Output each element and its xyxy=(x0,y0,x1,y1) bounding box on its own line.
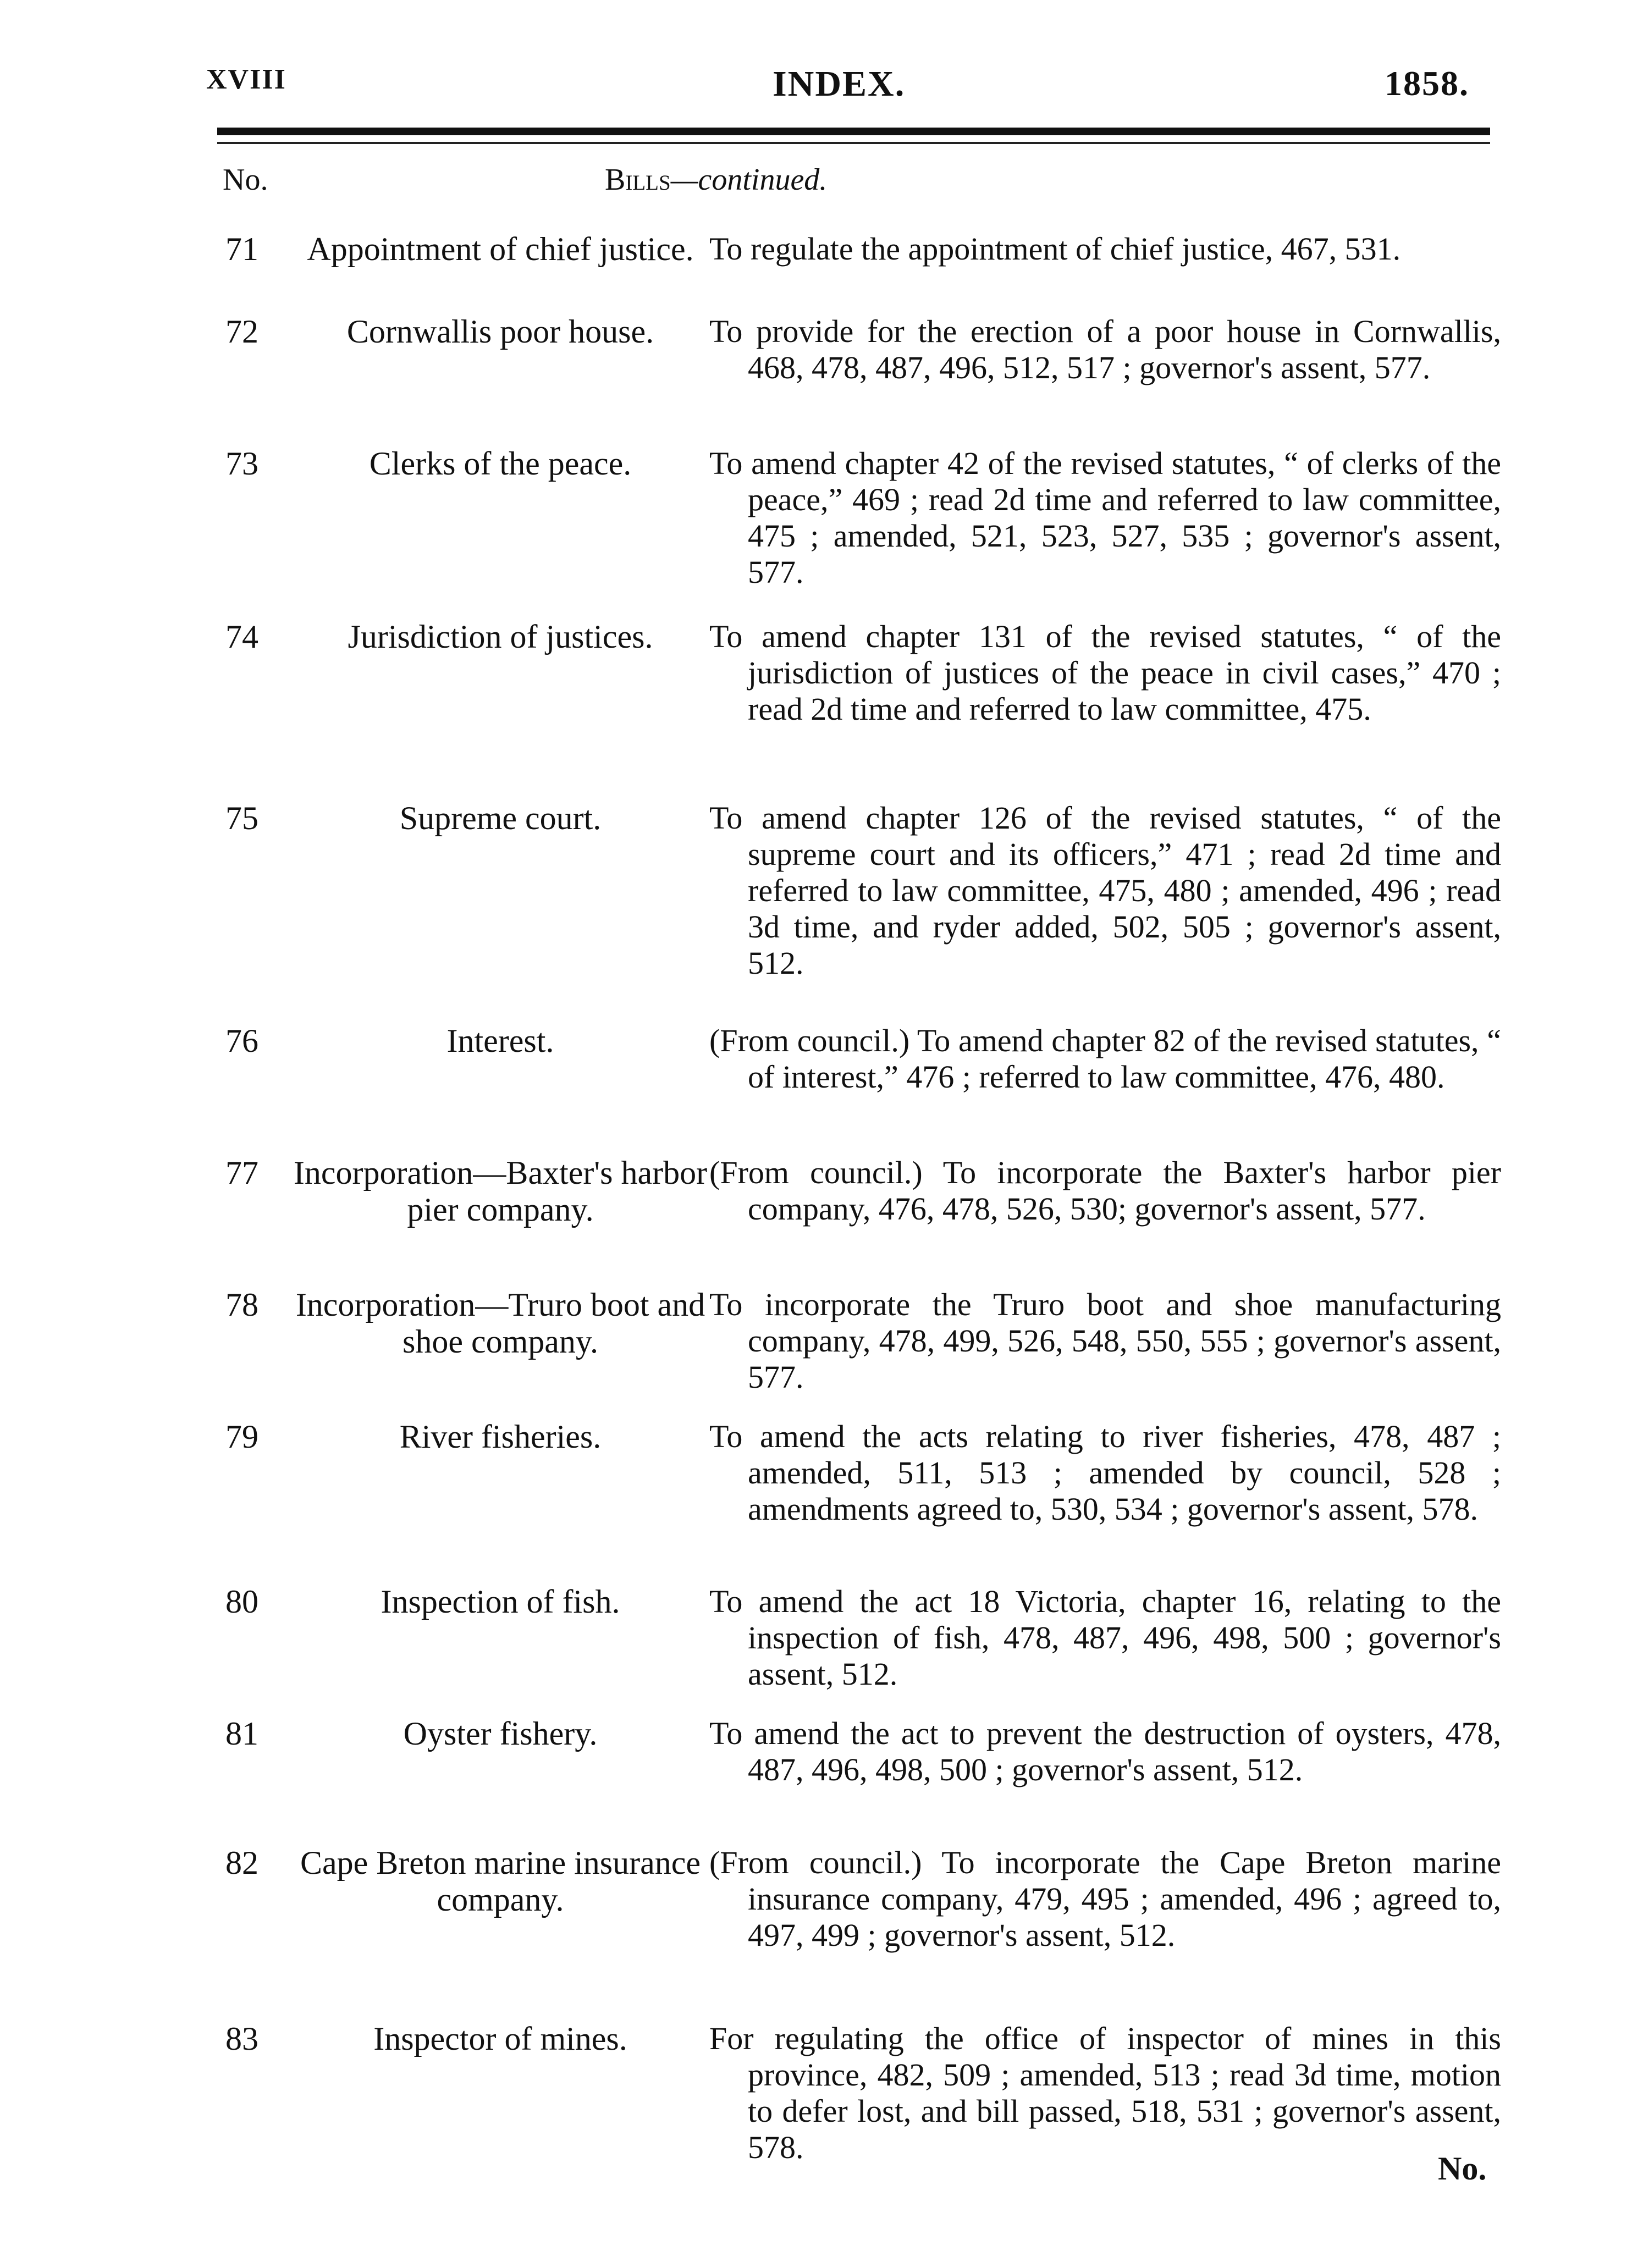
bill-subject: Jurisdiction of justices. xyxy=(348,619,653,655)
bill-description: To amend chapter 126 of the revised statutes, “ of the supreme court and its officers,” 471 ; read 2d time and referred to law committee, 475, 480 ; amended, 496 ; read 3d time, and ryder added, 502, 505 ; governor's assent, 512. xyxy=(709,800,1501,981)
bill-number: 80 xyxy=(225,1583,258,1620)
bill-number: 82 xyxy=(225,1845,258,1881)
bill-subject: Interest. xyxy=(446,1023,554,1059)
section-heading xyxy=(605,162,827,197)
section-name: Bills xyxy=(605,163,671,197)
bill-description: To amend the acts relating to river fisheries, 478, 487 ; amended, 511, 513 ; amended by council, 528 ; amendments agreed to, 530, 534 ; governor's assent, 578. xyxy=(709,1419,1501,1527)
bill-description: To amend chapter 42 of the revised statutes, “ of clerks of the peace,” 469 ; read 2d time and referred to law committee, 475 ; amended, 521, 523, 527, 535 ; governor's assent, 577. xyxy=(709,445,1501,590)
bill-number: 71 xyxy=(225,231,258,267)
bill-subject: Cape Breton marine insurance company. xyxy=(300,1845,701,1918)
bill-description: To provide for the erection of a poor house in Cornwallis, 468, 478, 487, 496, 512, 517 ; governor's assent, 577. xyxy=(709,313,1501,385)
bill-number: 76 xyxy=(225,1023,258,1059)
bill-subject: Inspection of fish. xyxy=(381,1583,620,1620)
bill-subject: Oyster fishery. xyxy=(403,1715,598,1752)
bill-subject: Appointment of chief justice. xyxy=(307,231,694,267)
bill-subject: Inspector of mines. xyxy=(373,2021,627,2057)
bill-subject: Cornwallis poor house. xyxy=(346,313,654,350)
bill-description: To regulate the appointment of chief justice, 467, 531. xyxy=(709,231,1401,267)
bill-subject: Incorporation—Truro boot and shoe company. xyxy=(295,1287,705,1360)
bill-subject: Clerks of the peace. xyxy=(369,445,632,482)
bill-description: (From council.) To incorporate the Cape Breton marine insurance company, 479, 495 ; amended, 496 ; agreed to, 497, 499 ; governor's assent, 512. xyxy=(709,1845,1501,1953)
bill-number: 73 xyxy=(225,445,258,482)
section-continued: —continued. xyxy=(670,163,828,197)
bill-description: To amend the act 18 Victoria, chapter 16, relating to the inspection of fish, 478, 487, 496, 498, 500 ; governor's assent, 512. xyxy=(709,1583,1501,1692)
bill-number: 78 xyxy=(225,1287,258,1323)
bill-number: 79 xyxy=(225,1419,258,1455)
bill-description: To amend the act to prevent the destruction of oysters, 478, 487, 496, 498, 500 ; governor's assent, 512. xyxy=(709,1715,1501,1787)
bill-number: 75 xyxy=(225,800,258,836)
column-no-label: No. xyxy=(223,163,268,197)
bill-description: To incorporate the Truro boot and shoe manufacturing company, 478, 499, 526, 548, 550, 555 ; governor's assent, 577. xyxy=(709,1287,1501,1395)
header-rule-thick xyxy=(217,128,1490,135)
bill-subject: Incorporation—Baxter's harbor pier company. xyxy=(293,1155,708,1228)
bill-description: (From council.) To incorporate the Baxter's harbor pier company, 476, 478, 526, 530; governor's assent, 577. xyxy=(709,1155,1501,1227)
bill-subject: River fisheries. xyxy=(399,1419,602,1455)
bill-number: 72 xyxy=(225,313,258,350)
bill-description: (From council.) To amend chapter 82 of the revised statutes, “ of interest,” 476 ; referred to law committee, 476, 480. xyxy=(709,1023,1501,1095)
bill-number: 77 xyxy=(225,1155,258,1191)
bill-description: For regulating the office of inspector of mines in this province, 482, 509 ; amended, 513 ; read 3d time, motion to defer lost, and bill passed, 518, 531 ; governor's assent, 578. xyxy=(709,2021,1501,2165)
bill-number: 81 xyxy=(225,1715,258,1752)
running-title: INDEX. xyxy=(773,64,906,104)
bill-number: 83 xyxy=(225,2021,258,2057)
catchword: No. xyxy=(1438,2150,1487,2187)
bill-description: To amend chapter 131 of the revised statutes, “ of the jurisdiction of justices of the peace in civil cases,” 470 ; read 2d time and referred to law committee, 475. xyxy=(709,619,1501,727)
year-label: 1858. xyxy=(1385,64,1469,103)
header-rule-thin xyxy=(217,142,1490,144)
bill-subject: Supreme court. xyxy=(399,800,602,836)
bill-number: 74 xyxy=(225,619,258,655)
page-number: XVIII xyxy=(206,64,286,95)
